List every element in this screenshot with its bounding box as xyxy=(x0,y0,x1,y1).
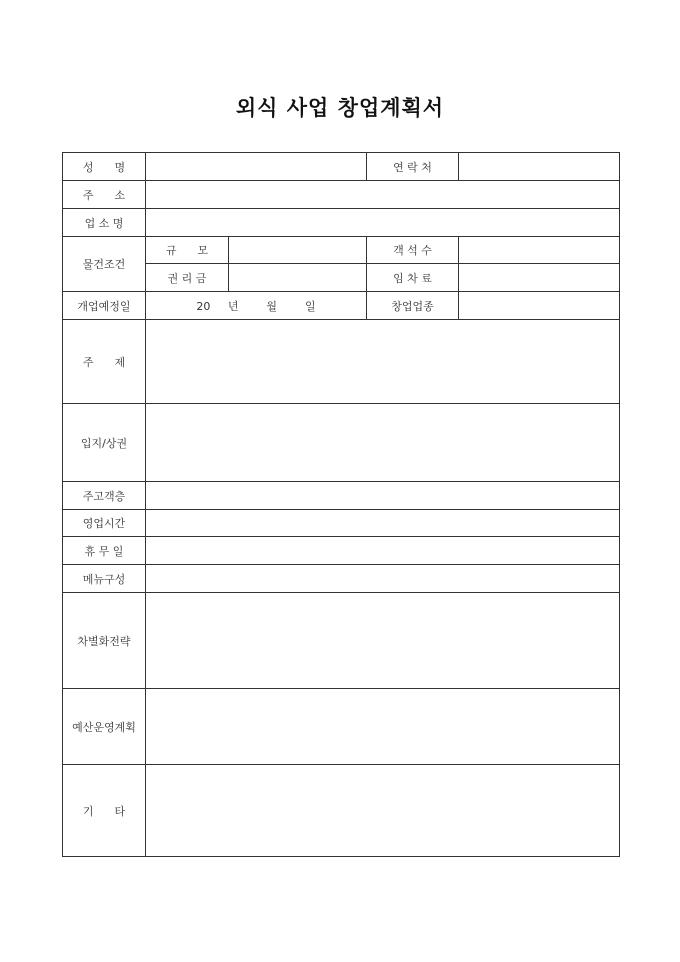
row-budget xyxy=(63,689,620,765)
theme-field[interactable] xyxy=(146,320,620,404)
menu-field[interactable] xyxy=(146,565,620,593)
differentiation-field[interactable] xyxy=(146,593,620,689)
label-opening-date: 개업예정일 xyxy=(63,292,146,320)
row-theme xyxy=(63,320,620,404)
row-location xyxy=(63,404,620,482)
budget-field[interactable] xyxy=(146,689,620,765)
row-menu xyxy=(63,565,620,593)
label-premium: 권 리 금 xyxy=(146,264,229,292)
label-store-conditions: 물건조건 xyxy=(63,237,146,292)
label-location: 입지/상권 xyxy=(63,404,146,482)
label-theme: 주 제 xyxy=(63,320,146,404)
label-business-name: 업 소 명 xyxy=(63,209,146,237)
label-name: 성 명 xyxy=(63,153,146,181)
label-address: 주 소 xyxy=(63,181,146,209)
row-business-hours xyxy=(63,510,620,537)
row-scale xyxy=(63,237,620,264)
scale-field[interactable] xyxy=(229,237,367,264)
contact-field[interactable] xyxy=(459,153,620,181)
name-field[interactable] xyxy=(146,153,367,181)
row-address xyxy=(63,181,620,209)
row-main-customers xyxy=(63,482,620,510)
premium-field[interactable] xyxy=(229,264,367,292)
business-name-field[interactable] xyxy=(146,209,620,237)
row-other xyxy=(63,765,620,857)
label-seats: 객 석 수 xyxy=(367,237,459,264)
holidays-field[interactable] xyxy=(146,537,620,565)
row-premium xyxy=(63,264,620,292)
label-rent: 임 차 료 xyxy=(367,264,459,292)
row-holidays xyxy=(63,537,620,565)
rent-field[interactable] xyxy=(459,264,620,292)
row-business-name xyxy=(63,209,620,237)
label-main-customers: 주고객층 xyxy=(63,482,146,510)
main-customers-field[interactable] xyxy=(146,482,620,510)
row-differentiation xyxy=(63,593,620,689)
row-opening-date xyxy=(63,292,620,320)
label-business-type: 창업업종 xyxy=(367,292,459,320)
label-holidays: 휴 무 일 xyxy=(63,537,146,565)
label-menu: 메뉴구성 xyxy=(63,565,146,593)
label-other: 기 타 xyxy=(63,765,146,857)
other-field[interactable] xyxy=(146,765,620,857)
document-title: 외식 사업 창업계획서 xyxy=(235,96,445,120)
label-scale: 규 모 xyxy=(146,237,229,264)
label-contact: 연 락 처 xyxy=(367,153,459,181)
seats-field[interactable] xyxy=(459,237,620,264)
opening-date-field[interactable]: 20 년 월 일 xyxy=(146,292,367,320)
plan-form-table xyxy=(62,152,620,857)
row-name xyxy=(63,153,620,181)
business-hours-field[interactable] xyxy=(146,510,620,537)
address-field[interactable] xyxy=(146,181,620,209)
location-field[interactable] xyxy=(146,404,620,482)
label-business-hours: 영업시간 xyxy=(63,510,146,537)
business-type-field[interactable] xyxy=(459,292,620,320)
label-budget: 예산운영계획 xyxy=(63,689,146,765)
label-differentiation: 차별화전략 xyxy=(63,593,146,689)
